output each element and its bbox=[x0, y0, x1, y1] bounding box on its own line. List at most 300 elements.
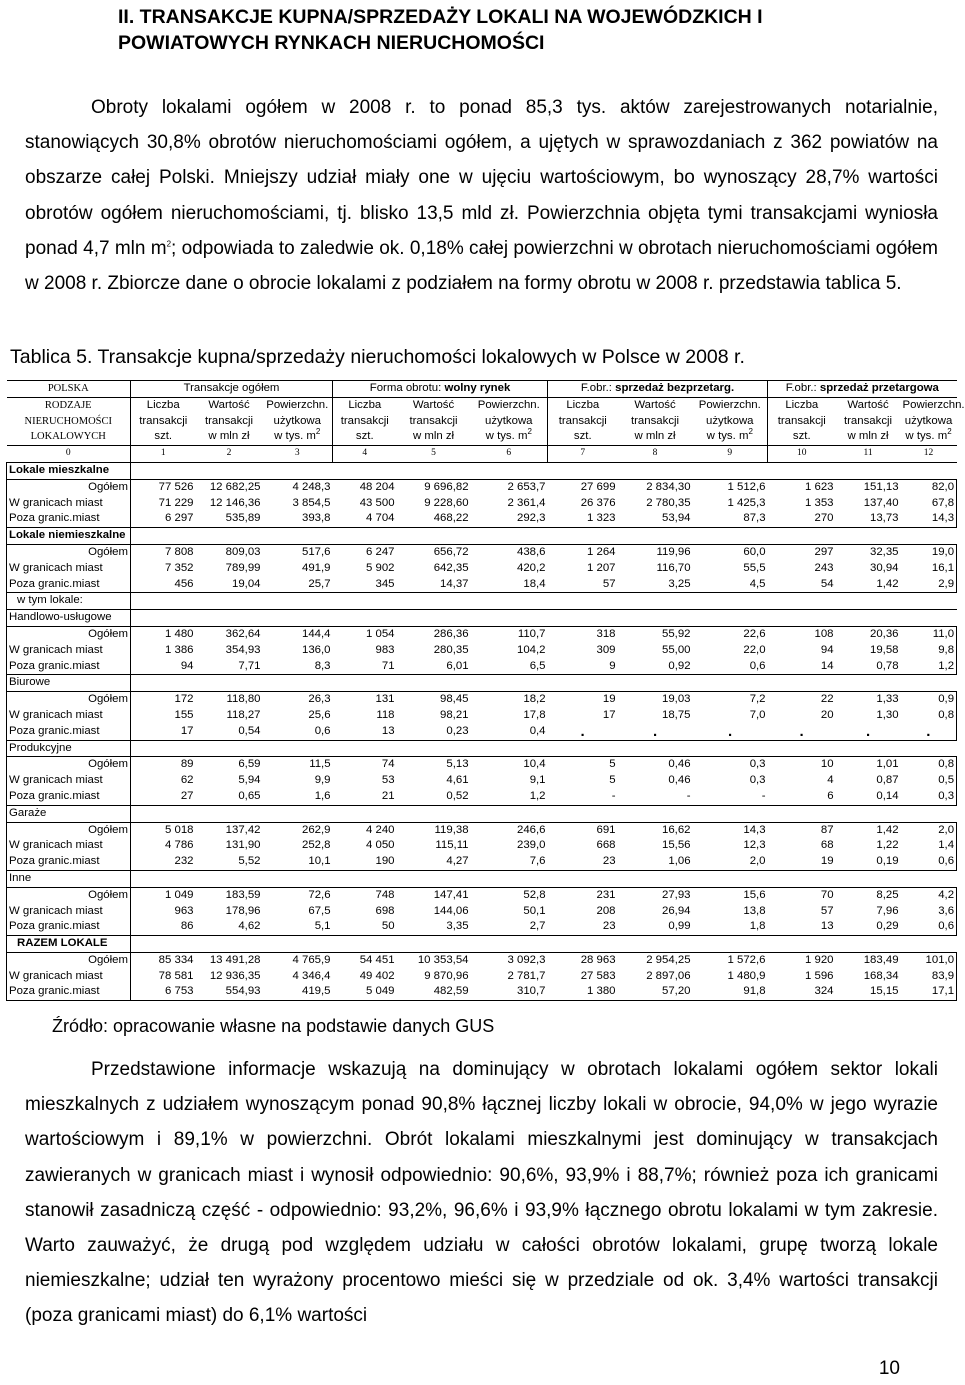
table-row bbox=[7, 854, 957, 870]
data-cell: 48 204 bbox=[359, 480, 395, 493]
data-cell: 2,0 bbox=[901, 822, 957, 838]
column-subheader: Wartość bbox=[412, 398, 455, 411]
data-cell: 1 207 bbox=[587, 561, 616, 574]
column-number: 0 bbox=[7, 446, 131, 463]
data-cell: 53 bbox=[381, 774, 395, 787]
data-cell: 4 765,9 bbox=[292, 953, 331, 966]
intro-paragraph bbox=[25, 90, 938, 301]
data-cell: 4,61 bbox=[446, 774, 469, 787]
table-row bbox=[7, 692, 957, 708]
data-cell: 6,5 bbox=[529, 659, 546, 672]
table-header-row bbox=[7, 381, 957, 398]
row-label: Poza granic.miast bbox=[7, 724, 131, 740]
data-cell: 25,6 bbox=[308, 708, 331, 721]
group-header-label: Transakcje ogółem bbox=[183, 382, 280, 394]
data-cell: 231 bbox=[596, 888, 616, 901]
data-cell: 3,25 bbox=[668, 577, 691, 590]
row-label: Ogółem bbox=[7, 952, 131, 968]
data-cell: 27 699 bbox=[580, 480, 616, 493]
data-cell: 2 653,7 bbox=[507, 480, 546, 493]
page-heading bbox=[118, 4, 918, 56]
data-cell: 5 bbox=[609, 758, 616, 771]
data-cell: - bbox=[761, 789, 766, 802]
data-cell: 85 334 bbox=[158, 953, 194, 966]
data-cell: 9,9 bbox=[314, 774, 331, 787]
data-cell: 1 623 bbox=[805, 480, 834, 493]
unit-superscript: 2 bbox=[748, 427, 753, 437]
data-cell: 18,4 bbox=[523, 577, 546, 590]
left-header-country: POLSKA bbox=[7, 381, 131, 398]
data-cell: 1,42 bbox=[876, 577, 899, 590]
data-cell: 0,3 bbox=[901, 789, 957, 805]
data-cell: 50 bbox=[381, 920, 395, 933]
unit-superscript: 2 bbox=[315, 427, 321, 437]
data-cell: 91,8 bbox=[693, 984, 768, 1000]
data-cell: 345 bbox=[375, 577, 395, 590]
data-cell: 70 bbox=[820, 888, 834, 901]
column-number-row bbox=[7, 446, 957, 463]
data-cell: 0,54 bbox=[238, 724, 261, 737]
data-cell: 5 018 bbox=[164, 823, 194, 836]
section-title: Inne bbox=[7, 870, 131, 887]
data-cell: 22 bbox=[820, 693, 834, 706]
data-cell: 144,4 bbox=[302, 627, 331, 640]
data-cell: 28 963 bbox=[580, 953, 616, 966]
data-cell: 18,2 bbox=[523, 693, 546, 706]
data-cell: 17,1 bbox=[901, 984, 957, 1000]
group-header-form: sprzedaż bezprzetarg. bbox=[615, 382, 735, 394]
row-label: Ogółem bbox=[7, 692, 131, 708]
data-cell: 297 bbox=[814, 545, 834, 558]
data-cell: 11,0 bbox=[901, 626, 957, 642]
data-cell: 82,0 bbox=[901, 479, 957, 495]
row-label: W granicach miast bbox=[7, 496, 131, 512]
data-cell: 5 049 bbox=[333, 984, 397, 1000]
unit-superscript: 2 bbox=[527, 427, 532, 437]
row-label: Poza granic.miast bbox=[7, 511, 131, 527]
intro-text: Obroty lokalami ogółem w 2008 r. to ponad 85,3 tys. aktów zarejestrowanych notarialnie, stanowiących 30,8% obrotów nieruchomościami ogółem, a ujętych w sprawozdaniach z 362 powiatów na obszarze całej Polski. Mniejszy udział miały one w ujęciu wartościowym, bo wynoszący 28,7% wartości obrotów ogółem nieruchomościami, tj. blisko 13,5 mld zł. Powierzchnia objęta tymi transakcjami wyniosła ponad 4,7 mln m bbox=[25, 97, 938, 259]
column-subheader: w mln zł bbox=[634, 430, 676, 443]
row-label: Poza granic.miast bbox=[7, 659, 131, 675]
data-cell: 0,6 bbox=[314, 724, 331, 737]
data-cell: 1 353 bbox=[805, 496, 834, 509]
data-cell: 0,5 bbox=[901, 773, 957, 789]
data-cell: 0,23 bbox=[446, 724, 469, 737]
column-subheader: użytkowa bbox=[273, 414, 321, 427]
row-label: Ogółem bbox=[7, 887, 131, 903]
row-label: W granicach miast bbox=[7, 561, 131, 577]
section-filler bbox=[131, 593, 957, 610]
data-cell: 23 bbox=[602, 855, 616, 868]
group-header-label: F.obr.: bbox=[785, 382, 820, 394]
data-cell: - bbox=[686, 789, 691, 802]
data-cell: 0,6 bbox=[901, 919, 957, 935]
data-cell: 9,8 bbox=[901, 643, 957, 659]
data-cell: . bbox=[652, 722, 658, 740]
data-cell: 17,8 bbox=[523, 708, 546, 721]
subheader-row bbox=[7, 414, 957, 430]
data-cell: 60,0 bbox=[743, 545, 766, 558]
table-row bbox=[7, 708, 957, 724]
data-cell: 13 491,28 bbox=[209, 953, 261, 966]
data-cell: 1,06 bbox=[668, 855, 691, 868]
data-cell: 25,7 bbox=[308, 577, 331, 590]
data-cell: 468,22 bbox=[433, 512, 469, 525]
data-cell: 55,5 bbox=[743, 561, 766, 574]
data-cell: 57 bbox=[602, 577, 616, 590]
data-cell: 87 bbox=[820, 823, 834, 836]
section-filler bbox=[131, 740, 957, 757]
section-filler bbox=[131, 462, 957, 479]
data-cell: 67,8 bbox=[901, 496, 957, 512]
table-row bbox=[7, 984, 957, 1000]
row-label: Poza granic.miast bbox=[7, 789, 131, 805]
data-cell: 9 bbox=[609, 659, 616, 672]
data-cell: 7,0 bbox=[749, 708, 766, 721]
data-cell: 151,13 bbox=[863, 480, 899, 493]
data-cell: 0,3 bbox=[749, 758, 766, 771]
section-row bbox=[7, 805, 957, 822]
section-title: Lokale niemieszkalne bbox=[7, 528, 131, 545]
data-cell: 94 bbox=[180, 659, 194, 672]
column-subheader: Powierzchn. bbox=[266, 398, 329, 411]
column-subheader: użytkowa bbox=[485, 414, 533, 427]
table-row bbox=[7, 952, 957, 968]
data-cell: 54 451 bbox=[359, 953, 395, 966]
row-label: Ogółem bbox=[7, 479, 131, 495]
data-cell: 1 512,6 bbox=[727, 480, 766, 493]
data-cell: 50,1 bbox=[523, 904, 546, 917]
data-cell: 19,58 bbox=[870, 643, 899, 656]
data-cell: 57 bbox=[820, 904, 834, 917]
table-row bbox=[7, 479, 957, 495]
subheader-row bbox=[7, 429, 957, 445]
data-cell: 2,9 bbox=[901, 577, 957, 593]
data-cell: 9 696,82 bbox=[424, 480, 469, 493]
data-cell: 456 bbox=[174, 577, 194, 590]
data-cell: 1,2 bbox=[529, 789, 546, 802]
data-cell: 71 bbox=[381, 659, 395, 672]
data-cell: 7,6 bbox=[529, 855, 546, 868]
data-cell: 0,65 bbox=[238, 789, 261, 802]
data-cell: 7,71 bbox=[238, 659, 261, 672]
data-cell: 668 bbox=[596, 839, 616, 852]
data-cell: 318 bbox=[596, 627, 616, 640]
data-cell: 1,4 bbox=[901, 838, 957, 854]
data-cell: 310,7 bbox=[471, 984, 548, 1000]
data-cell: 1,8 bbox=[749, 920, 766, 933]
data-cell: 77 526 bbox=[158, 480, 194, 493]
data-cell: 6 753 bbox=[131, 984, 196, 1000]
data-cell: 419,5 bbox=[263, 984, 333, 1000]
table-row bbox=[7, 511, 957, 527]
row-label: W granicach miast bbox=[7, 773, 131, 789]
data-cell: 22,0 bbox=[743, 643, 766, 656]
data-cell: 3 092,3 bbox=[507, 953, 546, 966]
data-cell: 4,62 bbox=[238, 920, 261, 933]
data-cell: 208 bbox=[596, 904, 616, 917]
data-cell: 55,00 bbox=[662, 643, 691, 656]
data-cell: 115,11 bbox=[435, 839, 469, 852]
table-row bbox=[7, 822, 957, 838]
table-row bbox=[7, 757, 957, 773]
data-cell: 26,94 bbox=[662, 904, 691, 917]
column-subheader: Powierzchn. bbox=[698, 398, 761, 411]
data-cell: 116,70 bbox=[656, 561, 691, 574]
data-cell: 3 854,5 bbox=[292, 496, 331, 509]
data-cell: 324 bbox=[768, 984, 836, 1000]
data-cell: 1 049 bbox=[164, 888, 194, 901]
data-cell: 14,3 bbox=[743, 823, 766, 836]
page-number: 10 bbox=[878, 1358, 900, 1379]
section-title: Garaże bbox=[7, 805, 131, 822]
data-cell: 252,8 bbox=[302, 839, 331, 852]
data-cell: 6 247 bbox=[366, 545, 395, 558]
data-cell: 57,20 bbox=[618, 984, 693, 1000]
column-number: 7 bbox=[548, 446, 618, 463]
table-row bbox=[7, 724, 957, 740]
data-cell: 12 682,25 bbox=[209, 480, 261, 493]
group-header-label: Forma obrotu: bbox=[369, 382, 445, 394]
data-cell: 19,04 bbox=[231, 577, 261, 590]
table-row bbox=[7, 561, 957, 577]
data-cell: 94 bbox=[820, 643, 834, 656]
group-header-label: F.obr.: bbox=[580, 382, 616, 394]
data-cell: 1,33 bbox=[876, 693, 899, 706]
data-cell: 1,01 bbox=[876, 758, 899, 771]
data-cell: 6 bbox=[827, 789, 834, 802]
data-cell: 2,7 bbox=[529, 920, 546, 933]
section-filler bbox=[131, 610, 957, 627]
column-number: 8 bbox=[618, 446, 693, 463]
data-cell: 108 bbox=[814, 627, 834, 640]
data-cell: 98,45 bbox=[440, 693, 469, 706]
row-label: Poza granic.miast bbox=[7, 919, 131, 935]
row-label: W granicach miast bbox=[7, 708, 131, 724]
data-cell: 19 bbox=[820, 855, 834, 868]
heading-line-2: POWIATOWYCH RYNKACH NIERUCHOMOŚCI bbox=[118, 32, 545, 54]
data-cell: 239,0 bbox=[517, 839, 546, 852]
transactions-table bbox=[6, 380, 965, 1001]
column-subheader: w mln zł bbox=[412, 430, 455, 443]
row-label: Poza granic.miast bbox=[7, 984, 131, 1000]
data-cell: 2 780,35 bbox=[646, 496, 691, 509]
column-subheader: transakcji bbox=[409, 414, 458, 427]
data-cell: 55,92 bbox=[662, 627, 691, 640]
data-cell: 137,42 bbox=[225, 823, 261, 836]
data-cell: 54 bbox=[820, 577, 834, 590]
table-row bbox=[7, 626, 957, 642]
data-cell: 136,0 bbox=[302, 643, 331, 656]
data-cell: 10,4 bbox=[523, 758, 546, 771]
data-cell: 183,49 bbox=[863, 953, 899, 966]
data-cell: 18,75 bbox=[662, 708, 691, 721]
data-cell: 17 bbox=[180, 724, 194, 737]
data-cell: 246,6 bbox=[517, 823, 546, 836]
left-header-property: NIERUCHOMOŚCI bbox=[7, 414, 131, 430]
column-subheader: transakcji bbox=[630, 414, 680, 427]
row-label: W granicach miast bbox=[7, 838, 131, 854]
section-row bbox=[7, 870, 957, 887]
column-subheader: użytkowa bbox=[904, 414, 953, 427]
data-cell: 78 581 bbox=[158, 969, 194, 982]
data-cell: 270 bbox=[814, 512, 834, 525]
data-cell: 698 bbox=[375, 904, 395, 917]
data-cell: 83,9 bbox=[901, 969, 957, 985]
data-cell: 1 386 bbox=[164, 643, 194, 656]
column-subheader: w tys. $m^2$ bbox=[905, 427, 952, 443]
data-cell: 10 353,54 bbox=[417, 953, 469, 966]
column-number: 11 bbox=[836, 446, 901, 463]
data-cell: . bbox=[727, 722, 733, 740]
data-cell: 155 bbox=[174, 708, 194, 721]
data-cell: 71 229 bbox=[158, 496, 194, 509]
data-cell: 13,8 bbox=[743, 904, 766, 917]
data-cell: 0,8 bbox=[901, 708, 957, 724]
data-cell: 0,3 bbox=[749, 774, 766, 787]
data-cell: 1 572,6 bbox=[727, 953, 766, 966]
data-cell: 0,46 bbox=[668, 774, 691, 787]
data-cell: 4 248,3 bbox=[292, 480, 331, 493]
column-subheader: szt. bbox=[548, 429, 618, 445]
data-cell: 87,3 bbox=[743, 512, 766, 525]
column-number: 5 bbox=[397, 446, 471, 463]
column-subheader: użytkowa bbox=[706, 414, 754, 427]
data-cell: 0,14 bbox=[876, 789, 899, 802]
column-subheader: Wartość bbox=[847, 398, 889, 411]
section-row bbox=[7, 675, 957, 692]
data-cell: 420,2 bbox=[517, 561, 546, 574]
data-cell: 5 bbox=[609, 774, 616, 787]
left-header-premises: LOKALOWYCH bbox=[7, 429, 131, 445]
data-cell: 131 bbox=[375, 693, 395, 706]
data-cell: 14,3 bbox=[901, 511, 957, 527]
unit-superscript: 2 bbox=[947, 427, 952, 437]
data-cell: 0,19 bbox=[876, 855, 899, 868]
data-cell: 3,35 bbox=[446, 920, 469, 933]
data-cell: 21 bbox=[381, 789, 395, 802]
table-row bbox=[7, 577, 957, 593]
table-row bbox=[7, 643, 957, 659]
data-cell: 789,99 bbox=[225, 561, 261, 574]
data-cell: 1 920 bbox=[805, 953, 834, 966]
table-row bbox=[7, 904, 957, 920]
section-title: w tym lokale: bbox=[7, 593, 131, 610]
data-cell: 16,62 bbox=[662, 823, 691, 836]
data-cell: 49 402 bbox=[359, 969, 395, 982]
column-number: 12 bbox=[901, 446, 957, 463]
data-cell: 6 297 bbox=[164, 512, 194, 525]
data-cell: 1 480,9 bbox=[727, 969, 766, 982]
row-label: Ogółem bbox=[7, 626, 131, 642]
data-cell: 1 596 bbox=[805, 969, 834, 982]
data-cell: 118 bbox=[376, 708, 395, 721]
data-cell: 9 870,96 bbox=[424, 969, 469, 982]
column-number: 10 bbox=[768, 446, 836, 463]
data-cell: 23 bbox=[602, 920, 616, 933]
data-cell: 0,29 bbox=[876, 920, 899, 933]
data-cell: 131,90 bbox=[225, 839, 261, 852]
data-cell: 983 bbox=[375, 643, 395, 656]
subheader-row bbox=[7, 397, 957, 413]
heading-line-1: II. TRANSAKCJE KUPNA/SPRZEDAŻY LOKALI NA WOJEWÓDZKICH I bbox=[118, 6, 763, 28]
column-subheader: transakcji bbox=[843, 414, 893, 427]
group-header bbox=[768, 381, 957, 398]
data-cell: 393,8 bbox=[302, 512, 331, 525]
data-cell: 642,35 bbox=[433, 561, 469, 574]
data-cell: 7 808 bbox=[164, 545, 194, 558]
data-cell: 491,9 bbox=[302, 561, 331, 574]
data-cell: 26,3 bbox=[308, 693, 331, 706]
data-cell: 2 361,4 bbox=[507, 496, 546, 509]
data-cell: 15,15 bbox=[836, 984, 901, 1000]
row-label: Poza granic.miast bbox=[7, 854, 131, 870]
data-cell: 22,6 bbox=[743, 627, 766, 640]
group-header-form: wolny rynek bbox=[444, 382, 511, 394]
data-cell: 1,30 bbox=[876, 708, 899, 721]
table-row bbox=[7, 773, 957, 789]
data-cell: 8,3 bbox=[314, 659, 331, 672]
data-cell: 32,35 bbox=[870, 545, 899, 558]
row-label: Ogółem bbox=[7, 544, 131, 560]
data-cell: 4 240 bbox=[366, 823, 395, 836]
data-cell: 4 346,4 bbox=[292, 969, 331, 982]
column-subheader: w mln zł bbox=[208, 430, 250, 443]
data-cell: 1 054 bbox=[366, 627, 395, 640]
data-cell: 144,06 bbox=[433, 904, 469, 917]
data-cell: 280,35 bbox=[433, 643, 469, 656]
section-title: Lokale mieszkalne bbox=[7, 462, 131, 479]
data-cell: 19,0 bbox=[901, 544, 957, 560]
data-cell: 104,2 bbox=[517, 643, 546, 656]
column-number: 9 bbox=[693, 446, 768, 463]
data-cell: 19 bbox=[602, 693, 616, 706]
data-cell: 0,52 bbox=[446, 789, 469, 802]
data-cell: 554,93 bbox=[196, 984, 263, 1000]
data-cell: 2 897,06 bbox=[646, 969, 691, 982]
data-cell: 118,27 bbox=[226, 708, 261, 721]
data-cell: 101,0 bbox=[901, 952, 957, 968]
data-cell: 14,37 bbox=[440, 577, 469, 590]
data-cell: 0,8 bbox=[901, 757, 957, 773]
data-cell: 438,6 bbox=[517, 545, 546, 558]
data-cell: 7,96 bbox=[876, 904, 899, 917]
column-subheader: Wartość bbox=[208, 398, 250, 411]
data-cell: 1,42 bbox=[876, 823, 899, 836]
data-cell: 0,4 bbox=[529, 724, 546, 737]
data-cell: 482,59 bbox=[397, 984, 471, 1000]
data-cell: 0,9 bbox=[901, 692, 957, 708]
data-cell: 309 bbox=[596, 643, 616, 656]
data-cell: 119,96 bbox=[656, 545, 691, 558]
data-cell: 52,8 bbox=[523, 888, 546, 901]
row-label: W granicach miast bbox=[7, 643, 131, 659]
section-row bbox=[7, 740, 957, 757]
column-subheader: Powierzchn. bbox=[902, 398, 965, 411]
data-cell: 62 bbox=[180, 774, 194, 787]
data-cell: 26 376 bbox=[580, 496, 616, 509]
section-title: RAZEM LOKALE bbox=[7, 936, 131, 953]
group-header bbox=[333, 381, 548, 398]
column-number: 3 bbox=[263, 446, 333, 463]
column-subheader: szt. bbox=[333, 429, 397, 445]
column-subheader: Liczba bbox=[333, 397, 397, 413]
column-number: 1 bbox=[131, 446, 196, 463]
section-title: Produkcyjne bbox=[7, 740, 131, 757]
data-cell: 0,87 bbox=[876, 774, 899, 787]
column-subheader: Liczba bbox=[131, 397, 196, 413]
data-cell: 9,1 bbox=[529, 774, 546, 787]
